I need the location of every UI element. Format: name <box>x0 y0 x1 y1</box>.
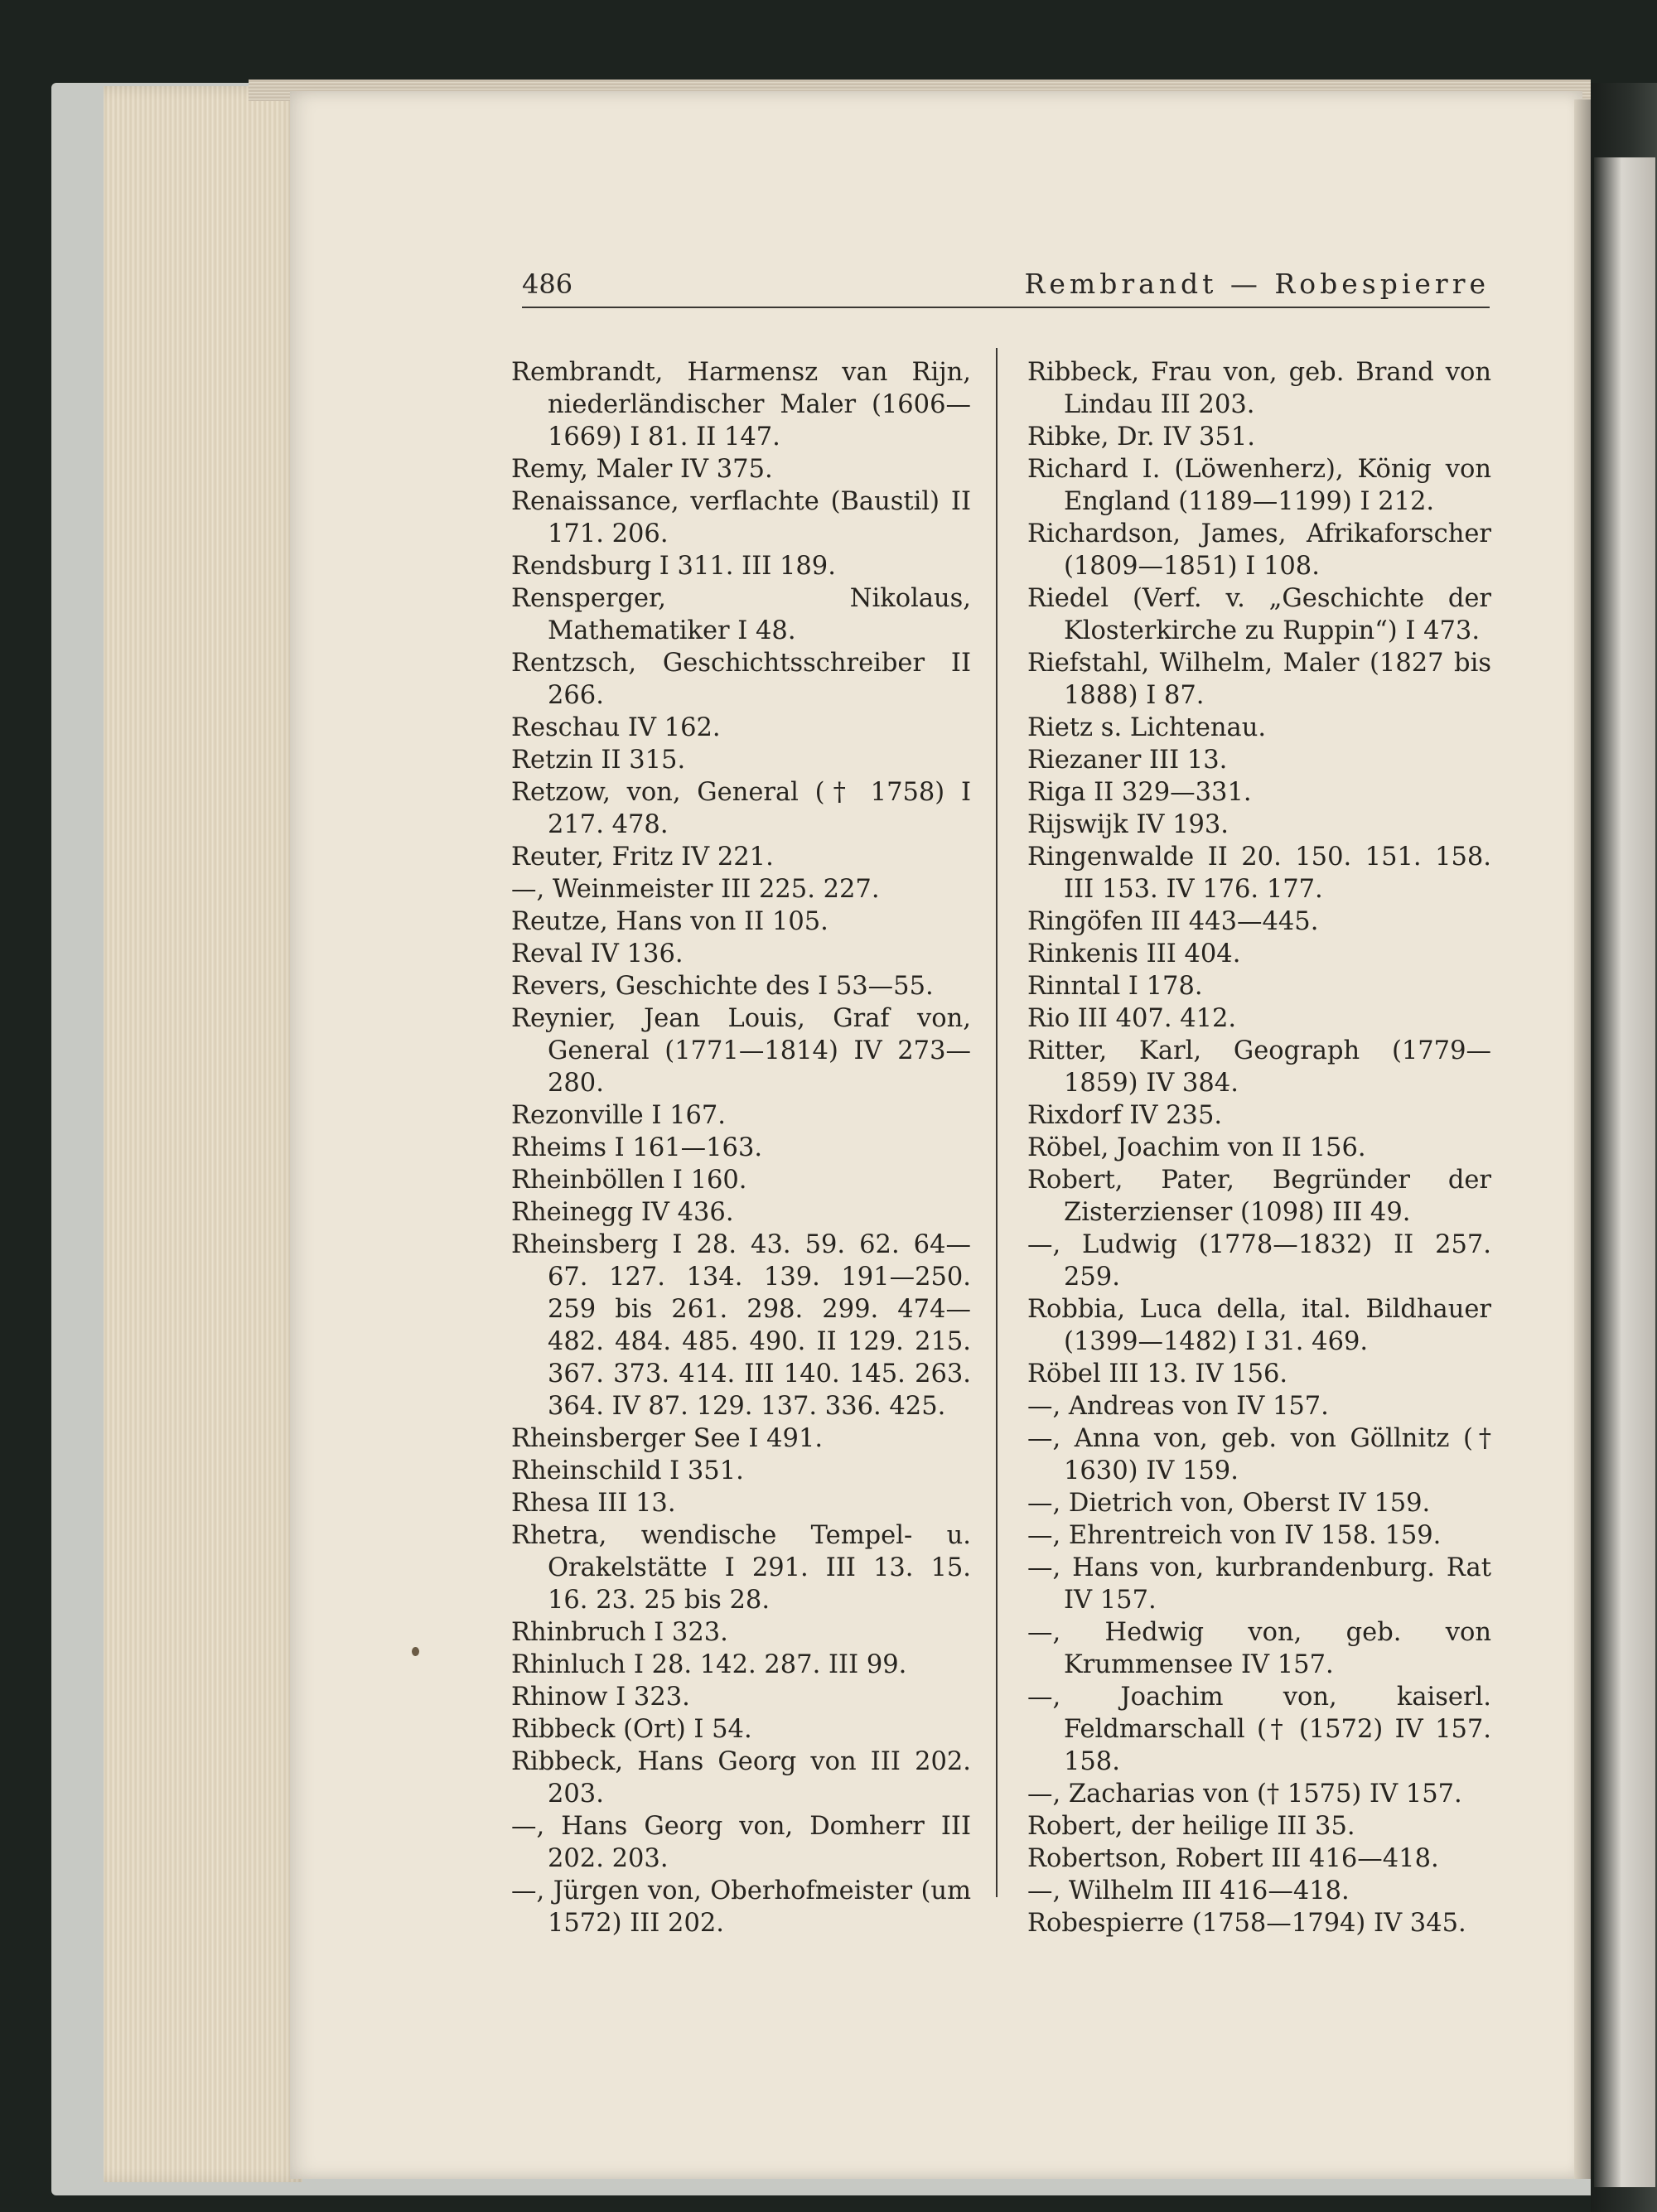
index-entry: Ritter, Karl, Geograph (1779—1859) IV 384. <box>1027 1036 1491 1098</box>
page-number: 486 <box>522 268 573 300</box>
index-entry: —, Wilhelm III 416—418. <box>1027 1876 1350 1905</box>
index-entry: Rhetra, wendische Tempel- u. Orakelstätte I 291. III 13. 15. 16. 23. 25 bis 28. <box>511 1521 971 1615</box>
index-entry: Reval IV 136. <box>511 939 684 968</box>
index-entry: Robbia, Luca della, ital. Bildhauer (1399—1482) I 31. 469. <box>1027 1295 1491 1356</box>
index-entry: Riga II 329—331. <box>1027 778 1252 807</box>
index-entry: Robertson, Robert III 416—418. <box>1027 1844 1439 1873</box>
index-entry: —, Hedwig von, geb. von Krummensee IV 157. <box>1027 1618 1491 1679</box>
index-entry: Ringöfen III 443—445. <box>1027 907 1319 936</box>
index-entry: —, Ehrentreich von IV 158. 159. <box>1027 1521 1442 1550</box>
index-entry: Rheims I 161—163. <box>511 1133 763 1162</box>
index-entry: Rheinsberg I 28. 43. 59. 62. 64—67. 127. 134. 139. 191—250. 259 bis 261. 298. 299. 474—482. 484. 485. 490. II 129. 215. 367. 373. 414. III 140. 145. 263. 364. IV 87. 129. 137. 336. 425. <box>511 1230 971 1421</box>
index-entry: Rixdorf IV 235. <box>1027 1101 1223 1130</box>
index-entry: Rio III 407. 412. <box>1027 1004 1237 1033</box>
index-entry: Rietz s. Lichtenau. <box>1027 713 1267 742</box>
index-entry: Ringenwalde II 20. 150. 151. 158. III 153. IV 176. 177. <box>1027 843 1491 904</box>
index-entry: Robert, Pater, Begründer der Zisterzienser (1098) III 49. <box>1027 1166 1491 1227</box>
index-entry: Rheinsberger See I 491. <box>511 1424 824 1453</box>
facing-page-edge <box>1591 83 1657 2212</box>
ink-spot <box>412 1647 419 1656</box>
index-entry: Ribbeck (Ort) I 54. <box>511 1715 752 1744</box>
index-entry: —, Andreas von IV 157. <box>1027 1392 1329 1421</box>
index-entry: Röbel III 13. IV 156. <box>1027 1360 1288 1389</box>
index-entry: Reynier, Jean Louis, Graf von, General (1771—1814) IV 273—280. <box>511 1004 971 1098</box>
index-entry: Retzin II 315. <box>511 746 686 775</box>
index-entry: Robespierre (1758—1794) IV 345. <box>1027 1909 1466 1938</box>
index-entry: Rhinbruch I 323. <box>511 1618 728 1647</box>
index-entry: Rhinow I 323. <box>511 1683 690 1712</box>
index-entry: Reutze, Hans von II 105. <box>511 907 828 936</box>
index-entry: Richard I. (Löwenherz), König von England (1189—1199) I 212. <box>1027 455 1491 516</box>
index-entry: Rinntal I 178. <box>1027 972 1203 1001</box>
index-entry: Ribbeck, Frau von, geb. Brand von Lindau III 203. <box>1027 358 1491 419</box>
index-entry: —, Joachim von, kaiserl. Feldmarschall († (1572) IV 157. 158. <box>1027 1683 1491 1776</box>
index-entry: Rheinegg IV 436. <box>511 1198 734 1227</box>
index-entry: Riefstahl, Wilhelm, Maler (1827 bis 1888) I 87. <box>1027 649 1491 710</box>
index-entry: Rhesa III 13. <box>511 1489 676 1518</box>
index-entry: Rijswijk IV 193. <box>1027 810 1229 839</box>
index-entry: Röbel, Joachim von II 156. <box>1027 1133 1366 1162</box>
index-entry: Revers, Geschichte des I 53—55. <box>511 972 934 1001</box>
index-entry: —, Dietrich von, Oberst IV 159. <box>1027 1489 1431 1518</box>
index-entry: Rinkenis III 404. <box>1027 939 1241 968</box>
page-header <box>522 267 1490 308</box>
running-head: Rembrandt — Robespierre <box>1024 268 1490 300</box>
index-entry: —, Anna von, geb. von Göllnitz († 1630) IV 159. <box>1027 1424 1491 1485</box>
index-entry: —, Hans von, kurbrandenburg. Rat IV 157. <box>1027 1553 1491 1615</box>
index-entry: Rembrandt, Harmensz van Rijn, niederländischer Maler (1606—1669) I 81. II 147. <box>511 358 971 452</box>
index-entry: Ribbeck, Hans Georg von III 202. 203. <box>511 1747 971 1809</box>
index-entry: Richardson, James, Afrikaforscher (1809—1851) I 108. <box>1027 519 1491 581</box>
index-entry: Ribke, Dr. IV 351. <box>1027 423 1255 452</box>
index-entry: Rendsburg I 311. III 189. <box>511 552 836 581</box>
index-entry: Reuter, Fritz IV 221. <box>511 843 774 872</box>
index-column-right <box>1027 356 1491 1939</box>
index-entry: Rentzsch, Geschichtsschreiber II 266. <box>511 649 971 710</box>
index-column-left <box>511 356 971 1939</box>
index-entry: Remy, Maler IV 375. <box>511 455 773 484</box>
column-divider <box>996 348 998 1897</box>
index-entry: —, Ludwig (1778—1832) II 257. 259. <box>1027 1230 1491 1292</box>
index-entry: Robert, der heilige III 35. <box>1027 1812 1355 1841</box>
index-entry: Rheinschild I 351. <box>511 1456 744 1485</box>
index-entry: Reschau IV 162. <box>511 713 721 742</box>
index-entry: —, Zacharias von († 1575) IV 157. <box>1027 1780 1462 1809</box>
index-entry: Renaissance, verflachte (Baustil) II 171. 206. <box>511 487 971 548</box>
index-entry: Riedel (Verf. v. „Geschichte der Klosterkirche zu Ruppin“) I 473. <box>1027 584 1491 645</box>
index-entry: Riezaner III 13. <box>1027 746 1228 775</box>
index-entry: —, Weinmeister III 225. 227. <box>511 875 880 904</box>
index-entry: Rezonville I 167. <box>511 1101 726 1130</box>
index-entry: Rhinluch I 28. 142. 287. III 99. <box>511 1650 907 1679</box>
index-entry: —, Hans Georg von, Domherr III 202. 203. <box>511 1812 971 1873</box>
index-entry: Rensperger, Nikolaus, Mathematiker I 48. <box>511 584 971 645</box>
index-entry: Retzow, von, General († 1758) I 217. 478. <box>511 778 971 839</box>
page-block-edges <box>104 86 302 2182</box>
index-entry: Rheinböllen I 160. <box>511 1166 747 1195</box>
page-gutter <box>1574 99 1591 2179</box>
index-entry: —, Jürgen von, Oberhofmeister (um 1572) III 202. <box>511 1876 971 1938</box>
